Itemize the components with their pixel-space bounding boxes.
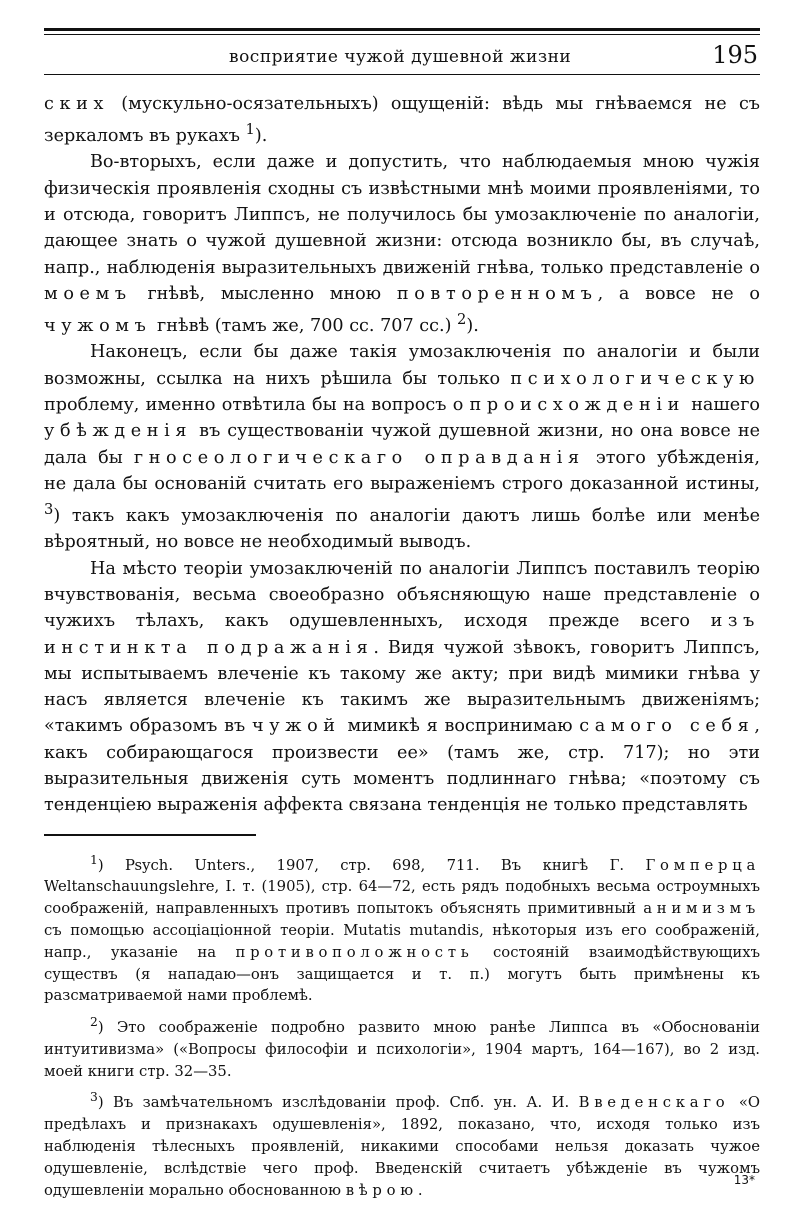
paragraph <box>44 339 760 555</box>
text-run: нашего <box>684 394 761 415</box>
footnote-ref: 1 <box>245 121 255 139</box>
header-underline <box>44 74 760 75</box>
text-run: Weltanschauungslehre, I. т. (1905), стр. 64—72, есть рядъ подобныхъ весьма остроумныхъ соображеній, направленныхъ противъ попытокъ объяснять примитивный <box>44 878 760 918</box>
text-run: . Видя чужой зѣвокъ, говоритъ Липпсъ, мы испытываемъ влеченіе къ такому же акту; при видѣ мимики гнѣва у насъ является влеченіе къ такимъ же выразительнымъ движеніямъ; «такимъ образомъ въ <box>44 637 760 737</box>
header-rule-thick <box>44 28 760 31</box>
page-number: 195 <box>712 41 758 69</box>
text-run: гнѣвѣ (тамъ же, 700 сс. 707 сс.) <box>151 316 458 337</box>
text-run: ) Въ замѣчательномъ изслѣдованіи проф. Спб. ун. А. И. <box>97 1094 579 1112</box>
footnote <box>44 850 760 1008</box>
emphasis-text: Введенскаго <box>578 1094 730 1112</box>
text-run: состояній взаимодѣйствующихъ существъ (я нападаю—онъ защищается и т. п.) могутъ быть примѣнены къ разсматриваемой нами проблемѣ. <box>44 943 760 1005</box>
paragraph <box>44 149 760 339</box>
text-run: , а вовсе не о <box>597 283 760 304</box>
body-text <box>44 91 760 819</box>
text-run: На мѣсто теоріи умозаключеній по аналогіи Липпсъ поставилъ теорію вчувствованія, весьма своеобразно объясняющую наше представленіе о чужихъ тѣлахъ, какъ одушевленныхъ, исходя прежде всего <box>44 558 760 632</box>
paragraph <box>44 556 760 819</box>
text-run: «О предѣлахъ и признакахъ одушевленія», 1892, показано, что, исходя только изъ наблюденія тѣлесныхъ проявленій, никакими способами нельзя доказать чужое одушевленіе, вслѣдствіе чего проф. Введенскій считаетъ убѣжденіе въ чужомъ одушевленіи морально обоснованною <box>44 1094 760 1199</box>
footnotes <box>44 850 760 1202</box>
text-run: (мускульно-осязательныхъ) ощущеній: вѣдь мы гнѣваемся не съ зеркаломъ въ рукахъ <box>44 94 760 147</box>
emphasis-text: анимизмъ <box>643 900 760 918</box>
emphasis-text: моемъ <box>44 283 132 304</box>
text-run: проблему, именно отвѣтила бы на вопросъ о <box>44 394 470 415</box>
text-run: съ помощью ассоціаціонной теоріи. Mutatis mutandis, нѣкоторыя изъ его соображеній, напр., указаніе на <box>44 921 760 961</box>
footnote-divider <box>44 834 256 836</box>
text-run: ) Это соображеніе подробно развито мною ранѣе Липпса въ «Обоснованіи интуитивизма» («Вопросы философіи и психологіи», 1904 мартъ, 164—167), во 2 изд. моей книги стр. 32—35. <box>44 1019 760 1080</box>
footnote-ref: 2 <box>90 1015 98 1030</box>
text-run: гнѣвѣ, мысленно мною <box>131 283 397 304</box>
footnote-ref: 3 <box>90 1090 98 1105</box>
text-run: ) такъ какъ умозаключенія по аналогіи даютъ лишь болѣе или менѣе вѣроятный, но вовсе не необходимый выводъ. <box>44 506 760 553</box>
footnote <box>44 1012 760 1082</box>
emphasis-text: изъ инстинкта подражанія <box>44 611 760 658</box>
text-run: въ существованіи чужой душевной жизни, но она вовсе не дала бы <box>44 421 760 468</box>
text-run: . <box>417 1181 423 1199</box>
text-run: Наконецъ, если бы даже такія умозаключенія по аналогіи и были возможны, ссылка на нихъ рѣшила бы только <box>44 342 760 389</box>
emphasis-text: происхожденіи <box>469 394 685 415</box>
text-run: этого убѣжденія, не дала бы основаній считать его выраженіемъ строго доказанной истины, <box>44 447 760 494</box>
emphasis-text: противоположность <box>235 943 474 961</box>
emphasis-text: убѣжденія <box>44 421 193 442</box>
emphasis-text: повторенномъ <box>396 283 598 304</box>
emphasis-text: Гомперца <box>645 856 760 874</box>
paragraph <box>44 91 760 149</box>
footnote-ref: 3 <box>44 501 54 519</box>
emphasis-text: психологическую <box>510 368 760 389</box>
emphasis-text: гносеологическаго оправданія <box>133 447 585 468</box>
emphasis-text: чужомъ <box>44 316 152 337</box>
emphasis-text: вѣрою <box>345 1181 418 1199</box>
text-run: , какъ собирающагося произвести ее» (тамъ же, стр. 717); но эти выразительныя движенія суть моментъ подлиннаго гнѣва; «поэтому съ тенденціею выраженія аффекта связана тенденція не только представлять <box>44 716 760 816</box>
running-title: восприятие чужой душевной жизни <box>229 47 572 67</box>
footnote-ref: 2 <box>457 311 467 329</box>
emphasis-text: самого себя <box>579 716 755 737</box>
text-run: ). <box>254 126 268 147</box>
text-run: ). <box>466 316 479 337</box>
emphasis-text: ских <box>44 94 110 114</box>
book-page <box>44 28 760 1206</box>
footnote-ref: 1 <box>90 852 98 867</box>
text-run: Во-вторыхъ, если даже и допустить, что наблюдаемыя мною чужія физическія проявленія сходны съ извѣстными мнѣ моими проявленіями, то и отсюда, говоритъ Липпсъ, не получилось бы умозаключеніе по аналогіи, дающее знать о чужой душевной жизни: отсюда возникло бы, въ случаѣ, напр., наблюденія выразительныхъ движеній гнѣва, только представленіе о <box>44 152 760 278</box>
footnote <box>44 1087 760 1201</box>
emphasis-text: чужой <box>252 716 341 737</box>
page-header <box>44 35 760 75</box>
text-run: ) Psych. Unters., 1907, стр. 698, 711. Въ книгѣ Г. <box>97 856 646 874</box>
text-run: мимикѣ я воспринимаю <box>340 716 580 737</box>
signature-mark: 13* <box>733 1173 755 1187</box>
